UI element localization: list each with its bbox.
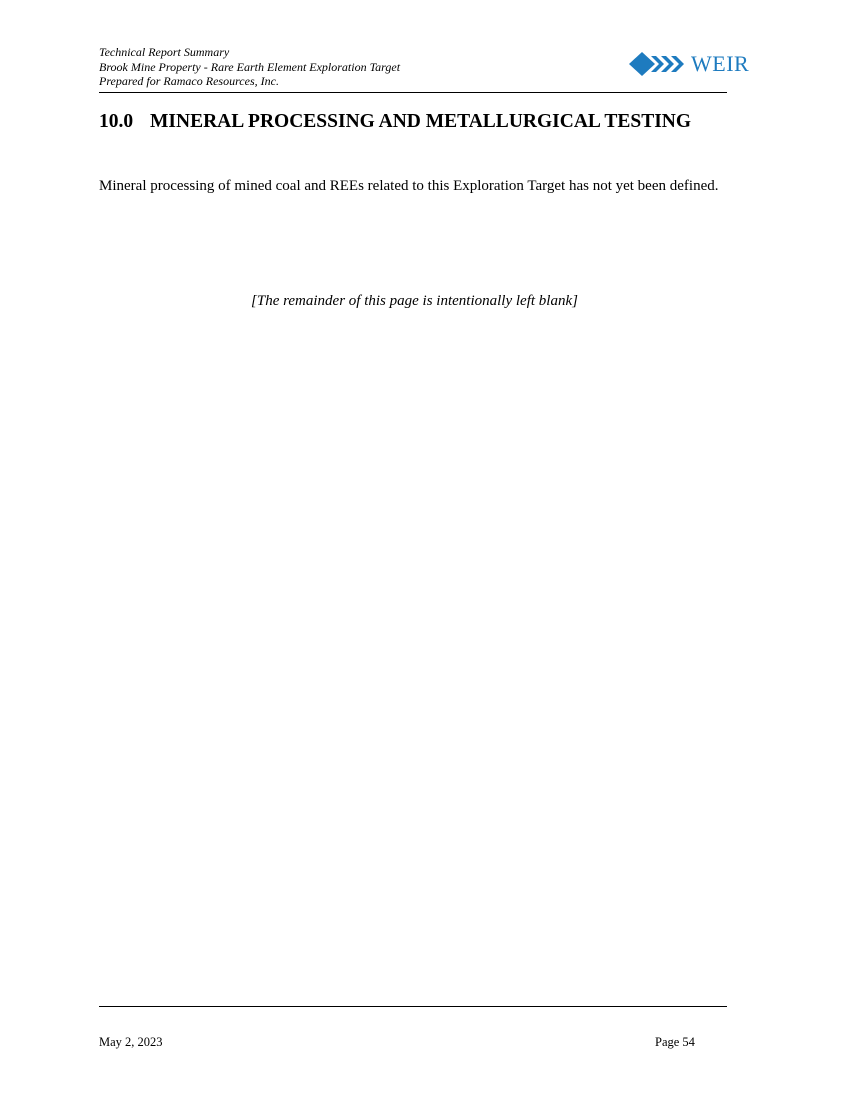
weir-diamond-icon [628, 50, 690, 78]
section-title-text: MINERAL PROCESSING AND METALLURGICAL TESTING [150, 111, 692, 132]
header-report-type: Technical Report Summary [99, 45, 230, 59]
footer-page-number: Page 54 [655, 1035, 695, 1049]
header-text [99, 45, 400, 89]
logo-diamond [629, 52, 655, 76]
weir-logo [628, 50, 749, 78]
footer-date: May 2, 2023 [99, 1035, 163, 1049]
section-heading [99, 111, 691, 133]
header-divider [99, 92, 727, 93]
header-property: Brook Mine Property - Rare Earth Element Exploration Target [99, 59, 401, 74]
body-paragraph: Mineral processing of mined coal and REEs related to this Exploration Target has not yet been defined. [99, 178, 719, 194]
header-prepared-for: Prepared for Ramaco Resources, Inc. [99, 74, 279, 88]
section-number: 10.0 [99, 111, 134, 132]
intentionally-blank-note: [The remainder of this page is intentionally left blank] [251, 293, 578, 309]
footer-divider [99, 1006, 727, 1007]
logo-wordmark: WEIR [691, 51, 750, 76]
